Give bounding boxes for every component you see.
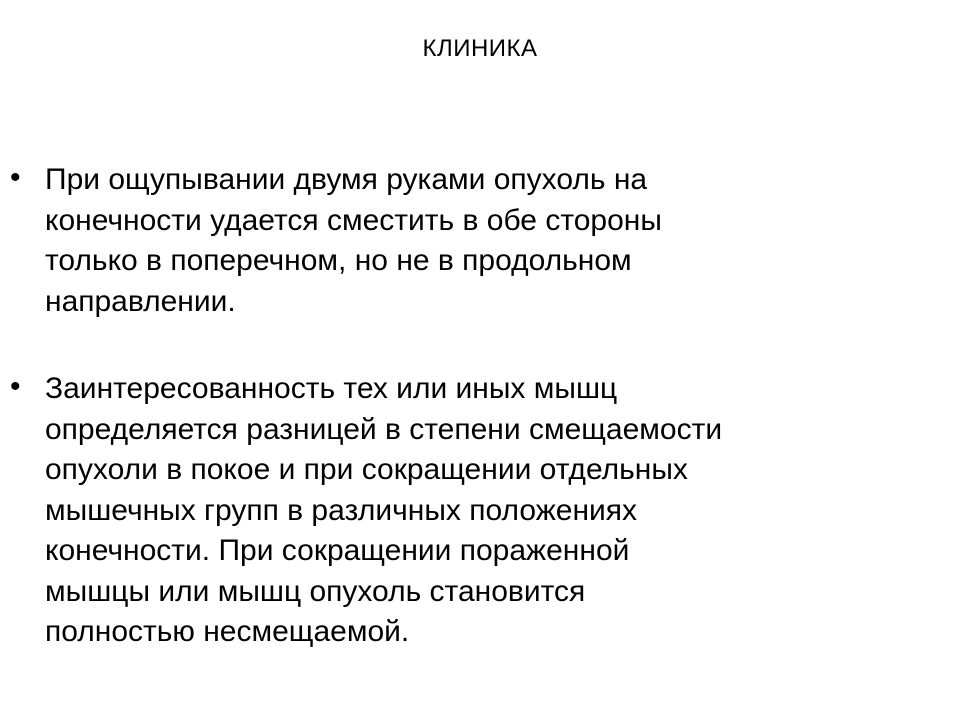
bullet-text-1: При ощупывании двумя руками опухоль на конечности удается сместить в обе стороны только в поперечном, но не в продольном направлении. — [45, 163, 662, 318]
slide-title: КЛИНИКА — [422, 35, 538, 62]
bullet-text-2: Заинтересованность тех или иных мышц определяется разницей в степени смещаемости опухоли в покое и при сокращении отдельных мышечных групп в различных положениях конечности. При сокращении пораженной мышцы или мышц опухоль становится полностью несмещаемой. — [45, 372, 723, 648]
bullet-icon: • — [10, 370, 21, 403]
bullet-item-2 — [0, 369, 960, 653]
bullet-item-1 — [0, 160, 960, 322]
bullet-list — [0, 160, 960, 653]
bullet-icon: • — [10, 161, 21, 194]
